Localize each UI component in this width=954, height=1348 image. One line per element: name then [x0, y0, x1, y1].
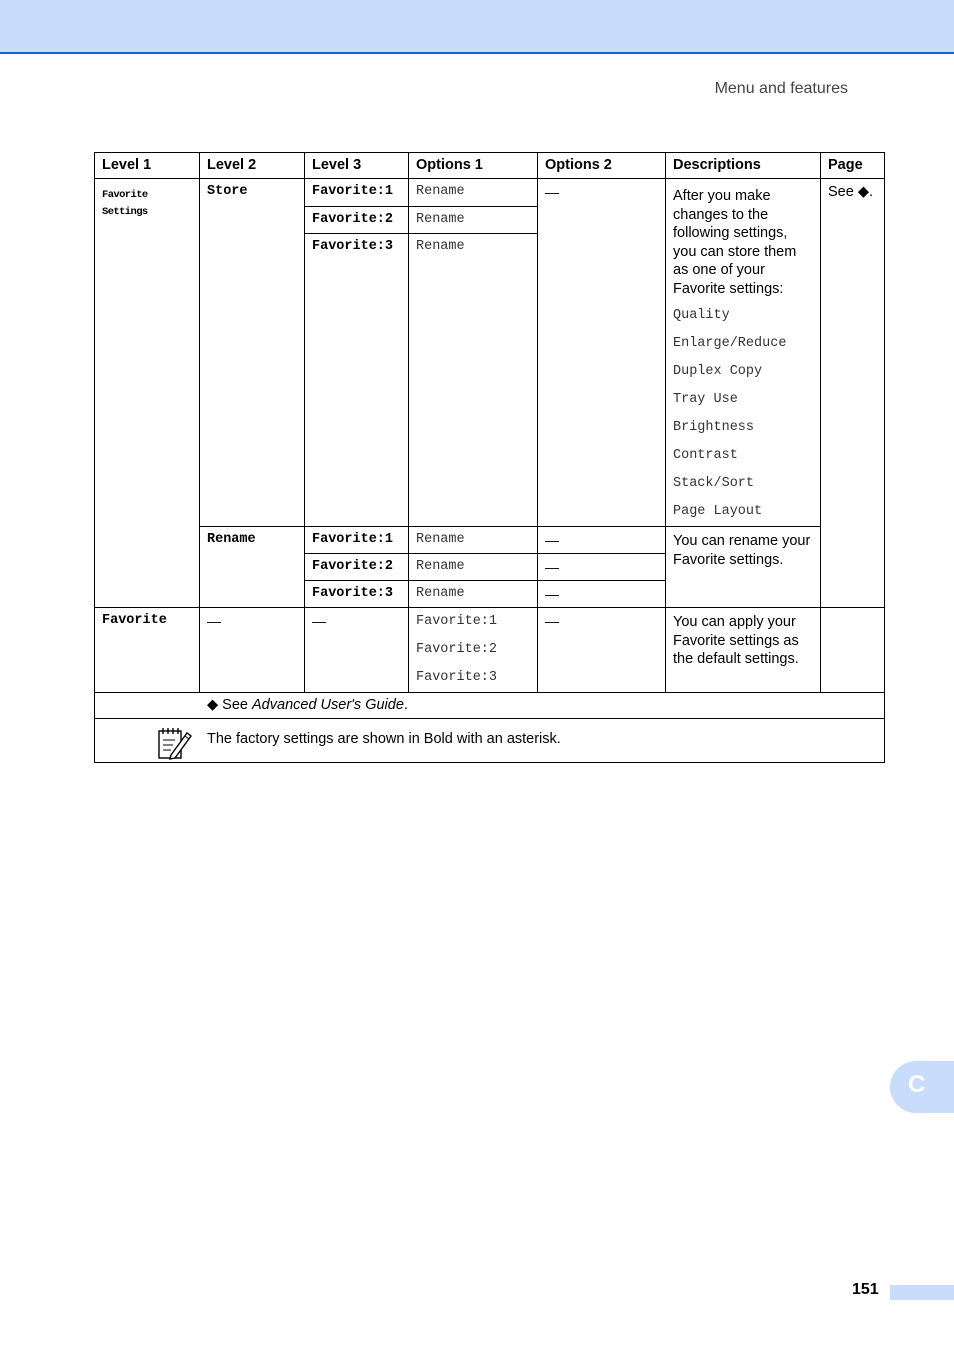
- level3-favorite-2: Favorite:2: [305, 206, 409, 234]
- list-item: Tray Use: [673, 392, 738, 407]
- page-number: 151: [852, 1281, 879, 1298]
- note-pencil-icon: [157, 725, 193, 764]
- description-store: [666, 179, 821, 527]
- list-item: Page Layout: [673, 504, 763, 519]
- note-row: [95, 719, 885, 763]
- level3-favorite-3: Favorite:3: [305, 581, 409, 608]
- note-cell: [95, 719, 885, 763]
- col-header-descriptions: Descriptions: [666, 153, 821, 179]
- level2-rename: Rename: [200, 527, 305, 608]
- list-item: Stack/Sort: [673, 476, 755, 491]
- page-number-bar: [890, 1285, 954, 1300]
- level3-dash: —: [305, 608, 409, 693]
- header-band: [0, 0, 954, 54]
- list-item: Enlarge/Reduce: [673, 336, 787, 351]
- running-head: Menu and features: [714, 80, 848, 97]
- option2-dash: —: [538, 527, 666, 554]
- list-item: Duplex Copy: [673, 364, 763, 379]
- option1-rename: Rename: [409, 527, 538, 554]
- chapter-tab: [890, 1061, 954, 1113]
- option1-rename: Rename: [409, 234, 538, 527]
- option2-dash: —: [538, 581, 666, 608]
- menu-table: [94, 152, 885, 763]
- option2-dash: —: [538, 608, 666, 693]
- table-row: [95, 179, 885, 207]
- list-item: Brightness: [673, 420, 755, 435]
- list-item: Favorite:1: [416, 614, 498, 629]
- table-header-row: [95, 153, 885, 179]
- chapter-letter: C: [908, 1071, 926, 1098]
- col-header-level2: Level 2: [200, 153, 305, 179]
- table-row: [95, 608, 885, 693]
- level1-favorite-settings: Favorite Settings: [95, 179, 200, 608]
- col-header-level3: Level 3: [305, 153, 409, 179]
- option1-rename: Rename: [409, 179, 538, 207]
- description-favorite: You can apply your Favorite settings as the default settings.: [666, 608, 821, 693]
- level2-store: Store: [200, 179, 305, 527]
- option2-dash: —: [538, 179, 666, 527]
- level3-favorite-1: Favorite:1: [305, 527, 409, 554]
- col-header-page: Page: [821, 153, 885, 179]
- description-store-text: After you make changes to the following settings, you can store them as one of your Favorite settings:: [673, 188, 797, 297]
- level3-favorite-2: Favorite:2: [305, 554, 409, 581]
- table-row: [95, 527, 885, 554]
- col-header-level1: Level 1: [95, 153, 200, 179]
- option1-favorites: [409, 608, 538, 693]
- footnote: ◆ See Advanced User's Guide.: [95, 693, 885, 719]
- level3-favorite-3: Favorite:3: [305, 234, 409, 527]
- col-header-options2: Options 2: [538, 153, 666, 179]
- option1-favorites-list: [416, 608, 530, 692]
- col-header-options1: Options 1: [409, 153, 538, 179]
- option1-rename: Rename: [409, 581, 538, 608]
- page-reference: See ◆.: [821, 179, 885, 608]
- option1-rename: Rename: [409, 554, 538, 581]
- option1-rename: Rename: [409, 206, 538, 234]
- list-item: Contrast: [673, 448, 738, 463]
- note-text: The factory settings are shown in Bold with an asterisk.: [207, 731, 561, 747]
- list-item: Quality: [673, 308, 730, 323]
- level3-favorite-1: Favorite:1: [305, 179, 409, 207]
- description-store-list: [673, 298, 813, 526]
- level1-favorite: Favorite: [95, 608, 200, 693]
- level2-dash: —: [200, 608, 305, 693]
- guide-title: Advanced User's Guide: [252, 697, 404, 713]
- option2-dash: —: [538, 554, 666, 581]
- list-item: Favorite:2: [416, 642, 498, 657]
- page-blank: [821, 608, 885, 693]
- description-rename: You can rename your Favorite settings.: [666, 527, 821, 608]
- footnote-row: [95, 693, 885, 719]
- list-item: Favorite:3: [416, 670, 498, 685]
